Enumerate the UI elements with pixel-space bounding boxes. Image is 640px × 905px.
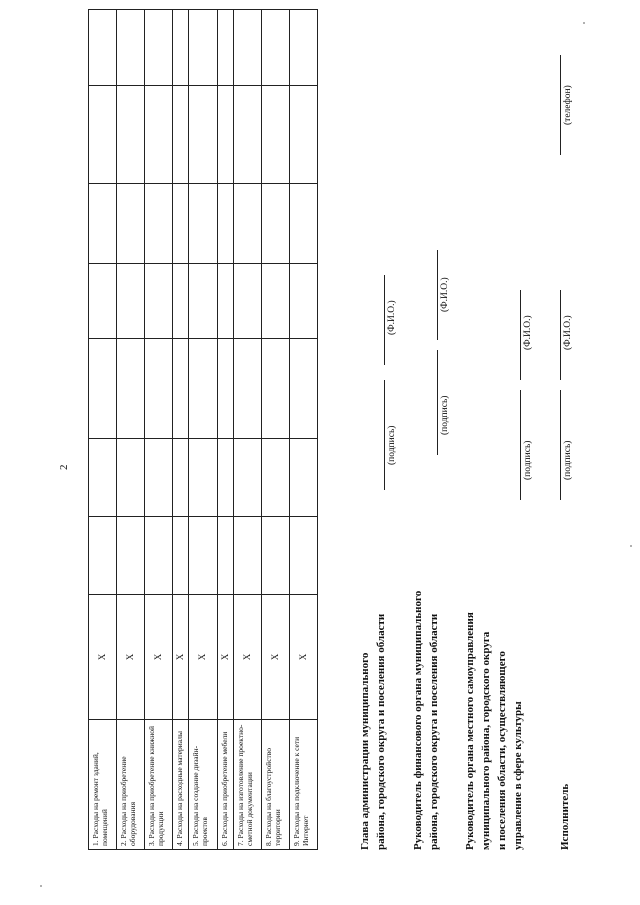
cell-mark: X xyxy=(145,595,173,720)
table-row xyxy=(217,10,233,850)
table-row xyxy=(261,10,289,850)
finance-title-line2: района, городского округа и поселения области xyxy=(428,613,440,850)
signature-block-finance xyxy=(410,591,442,850)
scan-speck xyxy=(630,545,632,547)
page-number: 2 xyxy=(58,464,70,470)
culture-title-line1: Руководитель органа местного самоуправления xyxy=(464,612,476,850)
head-sign-line xyxy=(384,380,385,490)
culture-sign-line xyxy=(520,390,521,500)
table-row xyxy=(289,10,317,850)
executor-sign-line xyxy=(560,390,561,500)
cell-mark: X xyxy=(233,595,261,720)
table-row xyxy=(117,10,145,850)
row-label: 6. Расходы на приобретение мебели xyxy=(217,720,233,850)
expenses-table xyxy=(88,9,318,850)
executor-name-line xyxy=(560,290,561,380)
scan-speck xyxy=(40,885,42,887)
head-title-line1: Глава администрации муниципального xyxy=(359,652,371,850)
cell-mark: X xyxy=(89,595,117,720)
cell-mark: X xyxy=(173,595,189,720)
table-row xyxy=(145,10,173,850)
culture-title-line3: и поселения области, осуществляющего xyxy=(496,651,508,850)
finance-name-caption: (Ф.И.О.) xyxy=(440,277,450,312)
row-label: 5. Расходы на создание дизайн-проектов xyxy=(189,720,217,850)
executor-phone-caption: (телефон) xyxy=(563,85,573,125)
finance-title-line1: Руководитель финансового органа муниципального xyxy=(412,590,424,850)
cell-mark: X xyxy=(289,595,317,720)
row-label: 2. Расходы на приобретение оборудования xyxy=(117,720,145,850)
row-label: 1. Расходы на ремонт зданий, помещений xyxy=(89,720,117,850)
finance-name-line xyxy=(437,250,438,340)
culture-sign-caption: (подпись) xyxy=(523,440,533,480)
table-row xyxy=(233,10,261,850)
executor-name-caption: (Ф.И.О.) xyxy=(563,315,573,350)
executor-sign-caption: (подпись) xyxy=(563,440,573,480)
table-row xyxy=(173,10,189,850)
head-name-caption: (Ф.И.О.) xyxy=(387,300,397,335)
cell-mark: X xyxy=(261,595,289,720)
culture-name-caption: (Ф.И.О.) xyxy=(523,315,533,350)
signature-block-head xyxy=(357,614,389,850)
culture-title-line2: муниципального района, городского округа xyxy=(480,631,492,850)
cell-mark: X xyxy=(117,595,145,720)
row-label: 8. Расходы на благоустройство территории xyxy=(261,720,289,850)
executor-title: Исполнитель xyxy=(559,783,571,850)
head-sign-caption: (подпись) xyxy=(387,425,397,465)
row-label: 7. Расходы на изготовление проектно-сметной документации xyxy=(233,720,261,850)
signature-block-executor xyxy=(557,784,573,850)
scan-speck xyxy=(583,22,585,24)
head-title-line2: района, городского округа и поселения области xyxy=(375,613,387,850)
culture-title-line4: управление в сфере культуры xyxy=(512,701,524,850)
row-label: 4. Расходы на расходные материалы xyxy=(173,720,189,850)
table-row xyxy=(89,10,117,850)
signature-block-culture xyxy=(462,612,526,850)
cell-mark: X xyxy=(217,595,233,720)
head-name-line xyxy=(384,275,385,365)
culture-name-line xyxy=(520,290,521,380)
executor-phone-line xyxy=(560,55,561,155)
row-label: 3. Расходы на приобретение книжной продукции xyxy=(145,720,173,850)
row-label: 9. Расходы на подключение к сети Интернет xyxy=(289,720,317,850)
finance-sign-caption: (подпись) xyxy=(440,395,450,435)
table-row xyxy=(189,10,217,850)
finance-sign-line xyxy=(437,350,438,455)
cell-mark: X xyxy=(189,595,217,720)
